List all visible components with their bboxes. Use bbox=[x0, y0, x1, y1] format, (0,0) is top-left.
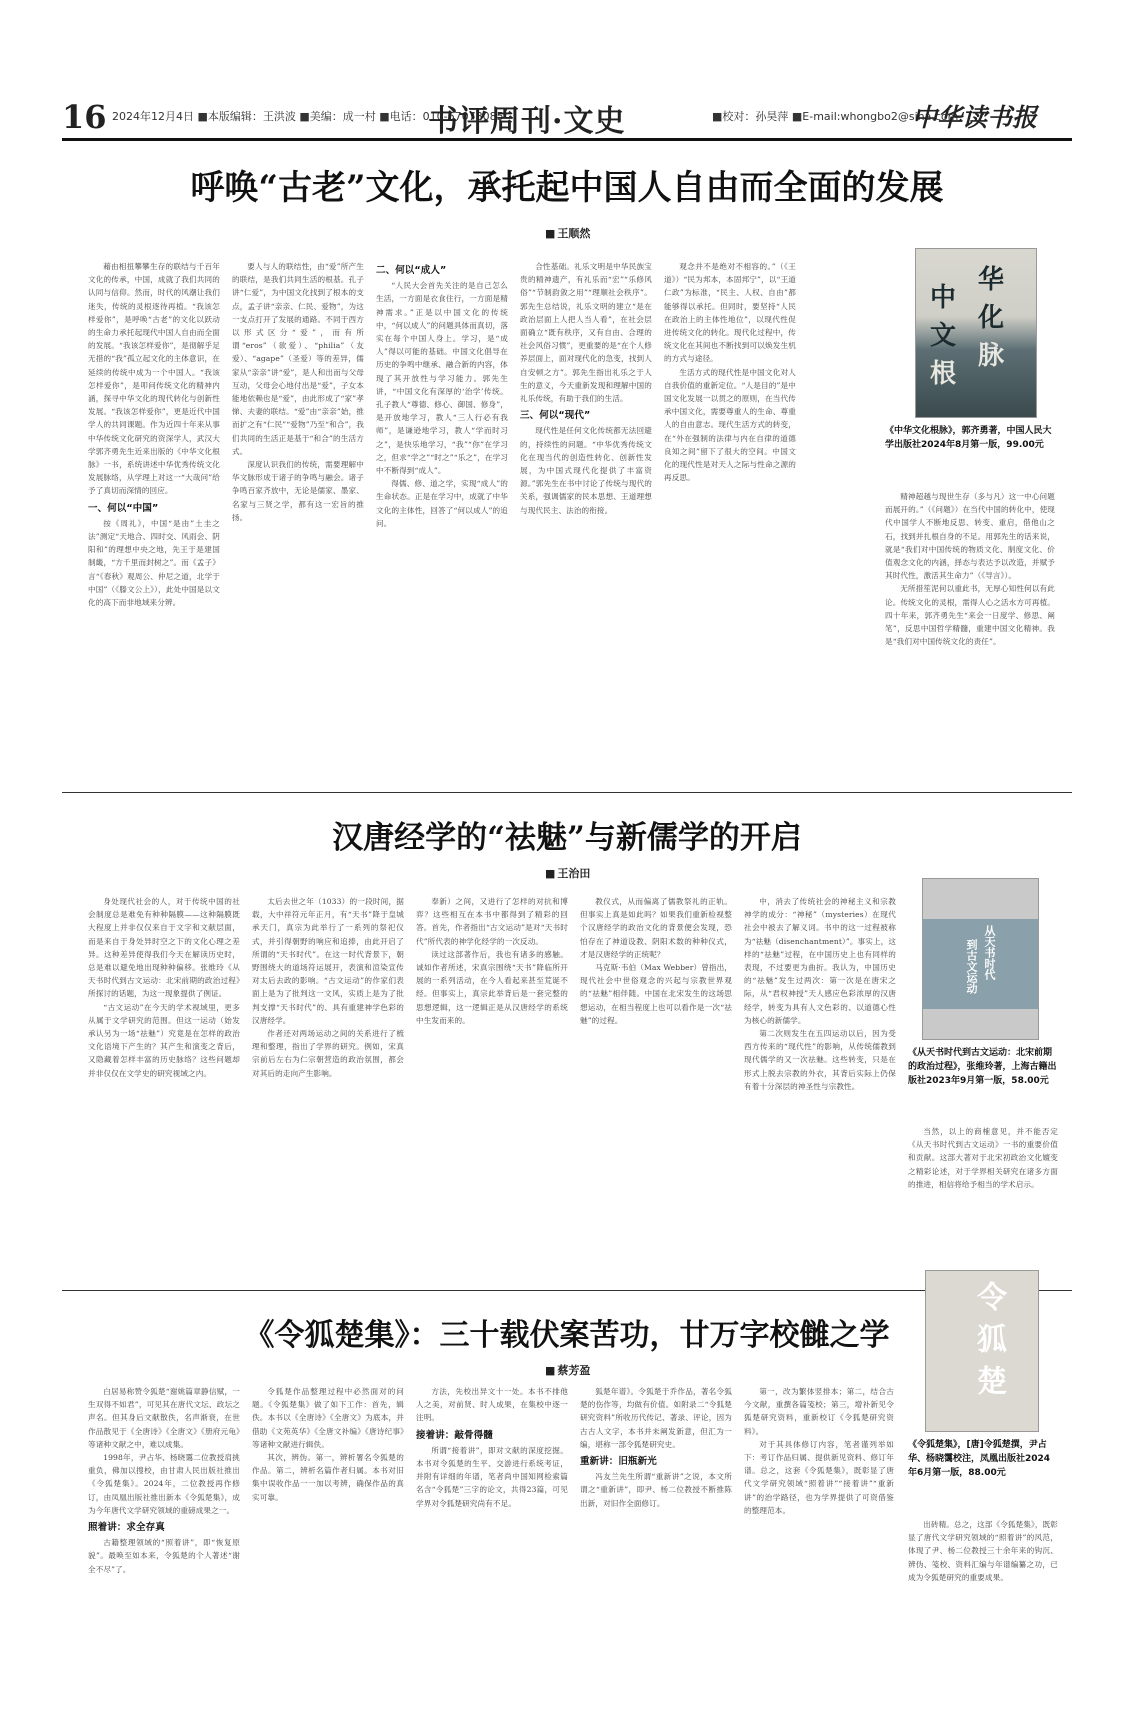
section-title: 书评周刊·文史 bbox=[428, 104, 626, 139]
article1-column-2 bbox=[232, 260, 364, 780]
paragraph: 令狐楚作品整理过程中必然面对的问题。《令狐楚集》做了如下工作：首先，辑佚。本书以《全唐诗》《全唐文》为底本，并借助《文苑英华》《全唐文补编》《唐诗纪事》等诸种文献进行辑佚。 bbox=[252, 1387, 404, 1449]
cover-text: 从天书时代 bbox=[983, 925, 996, 980]
subheading: 重新讲：旧瓶新光 bbox=[580, 1456, 657, 1468]
paragraph: 精神超越与现世生存（多与凡）这一中心问题而展开的。”（《问题》）在当代中国的转化中，使现代中国学人不断地反思、转变、重启，借他山之石，找到并扎根自身的不足。用郭先生的话来说，就是“我们对中国传统的物质文化、制度文化、价值观念文化的内涵，择态与表达予以改造，并赋予其时代性，激活其生命力”（《导言》）。 bbox=[885, 492, 1055, 581]
book-caption: 《令狐楚集》，[唐]令狐楚撰，尹占华、杨晓霭校注，凤凰出版社2024年6月第一版，88.00元 bbox=[908, 1440, 1051, 1478]
article2-title: 汉唐经学的“祛魅”与新儒学的开启 bbox=[332, 820, 802, 856]
paragraph: 太后去世之年（1033）的一段时间，据载，大中祥符元年正月，有“天书”降于皇城承天门，真宗为此举行了一系列的祭祀仪式，并引得朝野的响应和追捧，由此开启了所谓的“天书时代”。在这一时代背景下，朝野围绕大的道场符运展开，表演和渲染宣传对太后去政的影响。“古文运动”的作家们表面上是为了批判这一文风，实质上是为了批判支撑“天书时代”的、具有重建神学色彩的汉唐经学。 bbox=[252, 897, 404, 1025]
article2-column-5 bbox=[744, 895, 896, 1280]
article1-column-4 bbox=[520, 260, 652, 780]
paragraph: 按《周礼》，中国“是由”土圭之法”测定“天地合、四时交、风雨会、阴阳和”的理想中央之地，先王于是建国制畿，“方千里而封树之”。而《孟子》言“《春秋》观周公、仲尼之道，北学于中国”（《滕文公上》），此处中国是以文化的高下而非地域来分辨。 bbox=[88, 518, 220, 608]
paragraph: 第二次则发生在五四运动以后，因为受西方传来的“现代性”的影响，从传统儒教到现代儒学的又一次祛魅。这些转变，只是在形式上脱去宗教的外衣，其背后实际上仍保有着十分深层的神圣性与宗教性。 bbox=[744, 1029, 896, 1091]
paragraph: 身处现代社会的人，对于传统中国的社会制度总是难免有种种隔膜——这种隔膜既大程度上并非仅仅来自于文字和文献层面，而是来自于身处异时空之下的文化心理之差异。这种差异使得我们今天在解读历史时，总是难以避免地出现种种偏移。张维玲《从天书时代到古文运动：北宋前期的政治过程》所探讨的话题，为这一现象提供了例证。 bbox=[88, 897, 240, 999]
cover-text: 令 bbox=[971, 1281, 1006, 1311]
article2-column-2 bbox=[252, 895, 404, 1280]
article2-column-3 bbox=[416, 895, 568, 1280]
page-number: 16 bbox=[62, 98, 107, 136]
section-divider bbox=[62, 792, 1072, 793]
paragraph: 藉由相扭攀攀生存的联结与千百年文化的传承，中国，成就了我们共同的认同与信仰。然而，时代的风潮让我们迷失，传统的灵根逐待再植。“我该怎样爱你”，是呼唤“古老”的文化以跃动的生命力承托起现代中国人自由而全面的发展。“我该怎样爱你”，是彻解乎足无措的“我”孤立起文化的主体意识，在延续的传统中成为一个中国人。“我该怎样爱你”，是叩问传统文化的精神内涵，探寻中华文化的现代转化与创新性发展。“我该怎样爱你”，更是近代中国学人的共同课题。作为近四十年来从事中华传统文化研究的资深学人，武汉大学郭齐勇先生近来出版的《中华文化根脉》一书，系统讲述中华优秀传统文化发展脉络，从学理上对这一“大哉问”给予了真切而深情的回应。 bbox=[88, 262, 220, 496]
paragraph: 生活方式的现代性是中国文化对人自我价值的重新定位。“人是目的”是中国文化发展一以贯之的原则，在当代传承中国文化，需要尊重人的生命、尊重人的自由意志。现代生活方式的转变，在“外在强制的法律与内在自律的道德良知之间”留下了很大的空间。中国文化的现代性是对天人之际与性命之源的再反思。 bbox=[664, 367, 796, 483]
paragraph: 读过这部著作后，我也有诸多的感触。诚如作者所述，宋真宗围绕“天书”降临所开展的一系列活动，在今人看起来甚至荒诞不经。但事实上，真宗此举背后是一套完整的思想逻辑，这一逻辑正是从汉唐经学的系统中生发而来的。 bbox=[416, 949, 568, 1025]
paragraph: 所谓“接着讲”，即对文献的深度挖掘。本书对令狐楚的生平、交游进行系统考证，并附有详细的年谱，笔者尚中国知网检索篇名含“令狐楚”三字的论文，共得23篇，可见学界对令狐楚研究尚有不足。 bbox=[416, 1445, 568, 1508]
paragraph: 方法，先校出异文十一处。本书不排他人之美，对前贤、时人成果，在集校中逐一注明。 bbox=[416, 1387, 568, 1423]
article3-byline: ■ 蔡芳盈 bbox=[545, 1362, 590, 1378]
paragraph: 1998年，尹占华、杨晓霭二位教授肩挑重负，佛加以搜校，由甘肃人民出版社推出《令狐楚集》。2024年，二位教授再作修订，由凤凰出版社推出新本《令狐楚集》，成为今年唐代文学研究领域的重磅成果之一。 bbox=[88, 1453, 240, 1515]
article3-column-5 bbox=[744, 1385, 894, 1705]
paragraph: 作者还对两场运动之间的关系进行了梳理和整理，指出了学界的研究。例如，宋真宗前后左右为仁宗朝营造的政治氛围，都会对其后的走向产生影响。 bbox=[252, 1029, 404, 1078]
cover-text: 到古文运动 bbox=[965, 939, 978, 994]
paragraph: “人民大会首先关注的是自己怎么生活，一方面是衣食住行，一方面是精神需求。”正是以中国文化的传统中，“何以成人”的问题具体而真切，落实在每个中国人身上。学习，是“成人”得以可能的基础。中国文化倡导在历史的争鸣中继承、融合新的内容，体现了其开放性与学习能力。郭先生讲，“中国文化有深厚的‘治学’传统。孔子教人“尊德、修心、御国、修身”，是开放地学习，教人“三人行必有我师”，是谦逊地学习，教人“学而时习之”，是快乐地学习，“我”“你”在学习之，但求“学之”“时之”“乐之”，在学习中不断得到“成人”。 bbox=[376, 281, 508, 476]
section-divider bbox=[62, 1290, 1072, 1291]
paragraph: 深度认识我们的传统，需要理解中华文脉形成于诸子的争鸣与融会。诸子争鸣百家齐放中，无论是儒家、墨家、名家与三贤之学，都有这一宏旨的推扬。 bbox=[232, 460, 364, 522]
cover-text: 楚 bbox=[971, 1365, 1006, 1395]
article3-title: 《令狐楚集》：三十载伏案苦功，廿万字校雠之学 bbox=[244, 1318, 890, 1353]
paragraph: 得儒、修、道之学，实现“成人”的生命状态。正是在学习中，成就了中华文化的主体性，回答了“何以成人”的追问。 bbox=[376, 479, 508, 528]
article1-column-3 bbox=[376, 260, 508, 780]
paragraph: 其次，辨伪。第一，辨析署名令狐楚的作品。第二，辨析名篇作者归属。本书对旧集中误收作品一一加以考辨，确保作品的真实可靠。 bbox=[252, 1453, 404, 1502]
article3-column-1 bbox=[88, 1385, 240, 1705]
paragraph: 现代性是任何文化传统都无法回避的，持续性的问题。“中华优秀传统文化在现当代的创造性转化、创新性发展，为中国式现代化提供了丰富资源。”郭先生在书中讨论了传统与现代的关系，强调儒家的民本思想、王道理想与现代民主、法治的衔接。 bbox=[520, 426, 652, 515]
subheading: 一、何以“中国” bbox=[88, 502, 159, 514]
paragraph: 出砖精。总之，这部《令狐楚集》，既彰显了唐代文学研究领域的“照着讲”的风范，体现了尹、杨二位教授三十余年来的钩沉、辨伪、笺校、资料汇编与年谱编纂之功，已成为令狐楚研究的重要成果。 bbox=[908, 1520, 1058, 1582]
article1-title: 呼唤“古老”文化，承托起中国人自由而全面的发展 bbox=[190, 168, 944, 208]
paragraph: 无所措笙泥何以重此书，无厚心知性何以有此论。传统文化的灵根，需得人心之活水方可再植。四十年来，郭齐勇先生“来会一日度学、修思、阐笔”，反思中国哲学精髓，重建中国文化精神。我是“我们对中国传统文化的责任”。 bbox=[885, 584, 1055, 647]
paragraph: 对于其具体修订内容，笔者谨列举如下：考订作品归属、提供新见资料、修订年谱。总之，这套《令狐楚集》，既彰显了唐代文学研究领域“照着讲”“接着讲”“重新讲”的治学路径，也为学界提供了可资借鉴的整理范本。 bbox=[744, 1439, 894, 1515]
cover-text: 狐 bbox=[971, 1323, 1006, 1353]
article1-column-1 bbox=[88, 260, 220, 780]
paragraph: 第一，改为繁体竖排本；第二，结合古今文献，重撰各篇笺校；第三，增补新见令狐楚研究资料，重新校订《令狐楚研究资料》。 bbox=[744, 1387, 894, 1436]
masthead-rule bbox=[62, 138, 1072, 141]
cover-text: 文 bbox=[930, 321, 957, 351]
paragraph: 狐楚年谱》。令狐楚于乔作品，著名令狐楚的伤作等，均做有价值。如附录二“令狐楚研究资料”所收历代传记、著录、评论，因为古古人文字，本书并未阐发新意，但汇为一编，堪称一部令狐楚研究史。 bbox=[580, 1387, 732, 1449]
cover-text: 根 bbox=[930, 359, 957, 389]
article1-byline: ■ 王顺然 bbox=[545, 225, 590, 241]
paragraph: 当然，以上的商榷意见，并不能否定《从天书时代到古文运动》一书的重要价值和贡献。这部大著对于北宋初政治文化嬗变之精彩论述，对于学界相关研究在诸多方面的推进，相信将给予相当的学术启示。 bbox=[908, 1127, 1058, 1189]
masthead-info: 2024年12月4日 ■本版编辑：王洪波 ■美编：成一村 ■电话：010-67078085 bbox=[112, 110, 504, 123]
article3-column-2 bbox=[252, 1385, 404, 1705]
newspaper-logo: 中华读书报 bbox=[912, 103, 1038, 132]
paragraph: 中，消去了传统社会的神秘主义和宗教神学的成分：“神秘”（mysteries）在现代社会中被去了解义词。书中的这一过程被称为“祛魅（disenchantment）”。事实上，这样的“祛魅”过程，在中国历史上也有同样的表现，不过要更为曲折。我认为，中国历史的“祛魅”发生过两次：第一次是在唐宋之际，从“君权神授”天人感应色彩浓厚的汉唐经学，转变为具有人文色彩的、以道德心性为核心的新儒学。 bbox=[744, 897, 896, 1025]
paragraph: 白居易称赞令狐楚“谢姚篇章静信赋，一生双得不如君”，可见其在唐代文坛、政坛之声名。但其身后文献散佚，名声渐衰，在世作品散见于《全唐诗》《全唐文》《册府元龟》等诸种文献之中，难以成集。 bbox=[88, 1387, 240, 1449]
book-caption: 《中华文化根脉》，郭齐勇著，中国人民大学出版社2024年8月第一版，99.00元 bbox=[885, 426, 1052, 450]
article2-byline: ■ 王治田 bbox=[545, 865, 590, 881]
subheading: 二、何以“成人” bbox=[376, 265, 447, 276]
paragraph: 要人与人的联结性，由“爱”所产生的联结，是我们共同生活的根基。孔子讲“仁爱”，为中国文化找到了根本的支点，孟子讲“亲亲、仁民、爱物”，为这一支点打开了发展的通路。不同于西方以形式区分“爱”，而有所谓“eros”（欲爱）、“philia”（友爱）、“agape”（圣爱）等的差异，儒家从“亲亲”讲“爱”，是人和出而与父母互动，父母会心地付出是“爱”，子女本能地依赖也是“爱”，由此形成了“家”孝悌、夫妻的联结。“爱”由“亲亲”始，推而扩之有“仁民”“爱物”乃至“和合”，我们共同的生活正是基于“和合”的生活方式。 bbox=[232, 262, 364, 456]
article1-column-5 bbox=[664, 260, 796, 780]
book-caption: 《从天书时代到古文运动：北宋前期的政治过程》，张维玲著，上海古籍出版社2023年9月第一版，58.00元 bbox=[908, 1048, 1057, 1086]
cover-text: 中 bbox=[930, 283, 957, 313]
article2-column-6 bbox=[908, 1125, 1058, 1275]
article2-column-1 bbox=[88, 895, 240, 1280]
paragraph: 冯友兰先生所谓“重新讲”之说，本文所谓之“重新讲”，即尹、杨二位教授不断推陈出新，对旧作全面修订。 bbox=[580, 1472, 732, 1508]
article1-column-6 bbox=[885, 490, 1055, 780]
paragraph: 教仪式，从而偏离了儒教祭礼的正轨。但事实上真是如此吗？如果我们重新检视整个汉唐经学的政治文化的背景便会发现，恐怕存在了神道设教、阴阳术数的种种仪式，才是汉唐经学的正统呢？ bbox=[580, 897, 732, 959]
subheading: 三、何以“现代” bbox=[520, 410, 591, 422]
subheading: 接着讲：敲骨得髓 bbox=[416, 1429, 493, 1441]
paragraph: 奉新）之间，又进行了怎样的对抗和博弈？这些相互在本书中都得到了精彩的回答。首先，作者指出“古文运动”是对“天书时代”所代表的神学化经学的一次反动。 bbox=[416, 897, 568, 946]
cover-text: 化 bbox=[978, 303, 1005, 333]
paragraph: 马克斯·韦伯（Max Webber）曾指出，现代社会中世俗观念的兴起与宗教世界观的“祛魅”相伴随。中国在北宋发生的这场思想运动，在相当程度上也可以看作是一次“祛魅”的过程。 bbox=[580, 963, 732, 1025]
cover-text: 华 bbox=[978, 265, 1005, 295]
article3-column-6 bbox=[908, 1518, 1058, 1708]
cover-text: 脉 bbox=[978, 341, 1005, 371]
paragraph: “古文运动”在今天的学术视域里，更多从属于文学研究的范围。但这一运动（始发承认另为一场“祛魅”）究竟是在怎样的政治文化语境下产生的？其产生和演变之背后，又隐藏着怎样丰富的历史脉络？这些问题却并非仅仅在文学史的研究视域之内。 bbox=[88, 1002, 240, 1078]
article3-column-3 bbox=[416, 1385, 568, 1705]
book-cover-image bbox=[925, 1270, 1039, 1432]
masthead-info-right: ■校对：孙昊萍 ■E-mail:whongbo2@sina.com bbox=[712, 110, 959, 123]
article3-column-4 bbox=[580, 1385, 732, 1705]
article2-column-4 bbox=[580, 895, 732, 1280]
paragraph: 古籍整理领域的“照着讲”，即“恢复原貌”。最唤至如本来，令狐楚的个人著述“谢全不尽”了。 bbox=[88, 1538, 240, 1574]
book-cover-image bbox=[922, 878, 1039, 1040]
subheading: 照着讲：求全存真 bbox=[88, 1522, 165, 1534]
paragraph: 观念并不是绝对不相容的。”（《王道》）“民为邦本，本固邦宁”，以“王道仁政”为标准，“民主、人权、自由”都能够得以承托。但同时，要坚持“人民在政治上的主体性地位”，以现代性促进传统文化的转化。现代化过程中，传统文化在其间也不断找到可以焕发生机的方式与途径。 bbox=[664, 262, 796, 364]
book-cover-image bbox=[915, 248, 1037, 418]
paragraph: 合性基础。礼乐文明是中华民族宝贵的精神遗产，有礼乐而“宏”“乐修风俗”“节制韵敛之用”“理顺社会秩序”。郭先生总结说，礼乐文明的建立“是在政治层面上人把人当人看”，在社会层面确立“既有秩序，又有自由、合理的社会风俗习惯”，更重要的是“在个人修养层面上，面对现代化的急变，找到人自安顿之方”。郭先生指出礼乐之于人生的意义，今天重新发现和理解中国的礼乐传统，有助于我们的生活。 bbox=[520, 262, 652, 404]
